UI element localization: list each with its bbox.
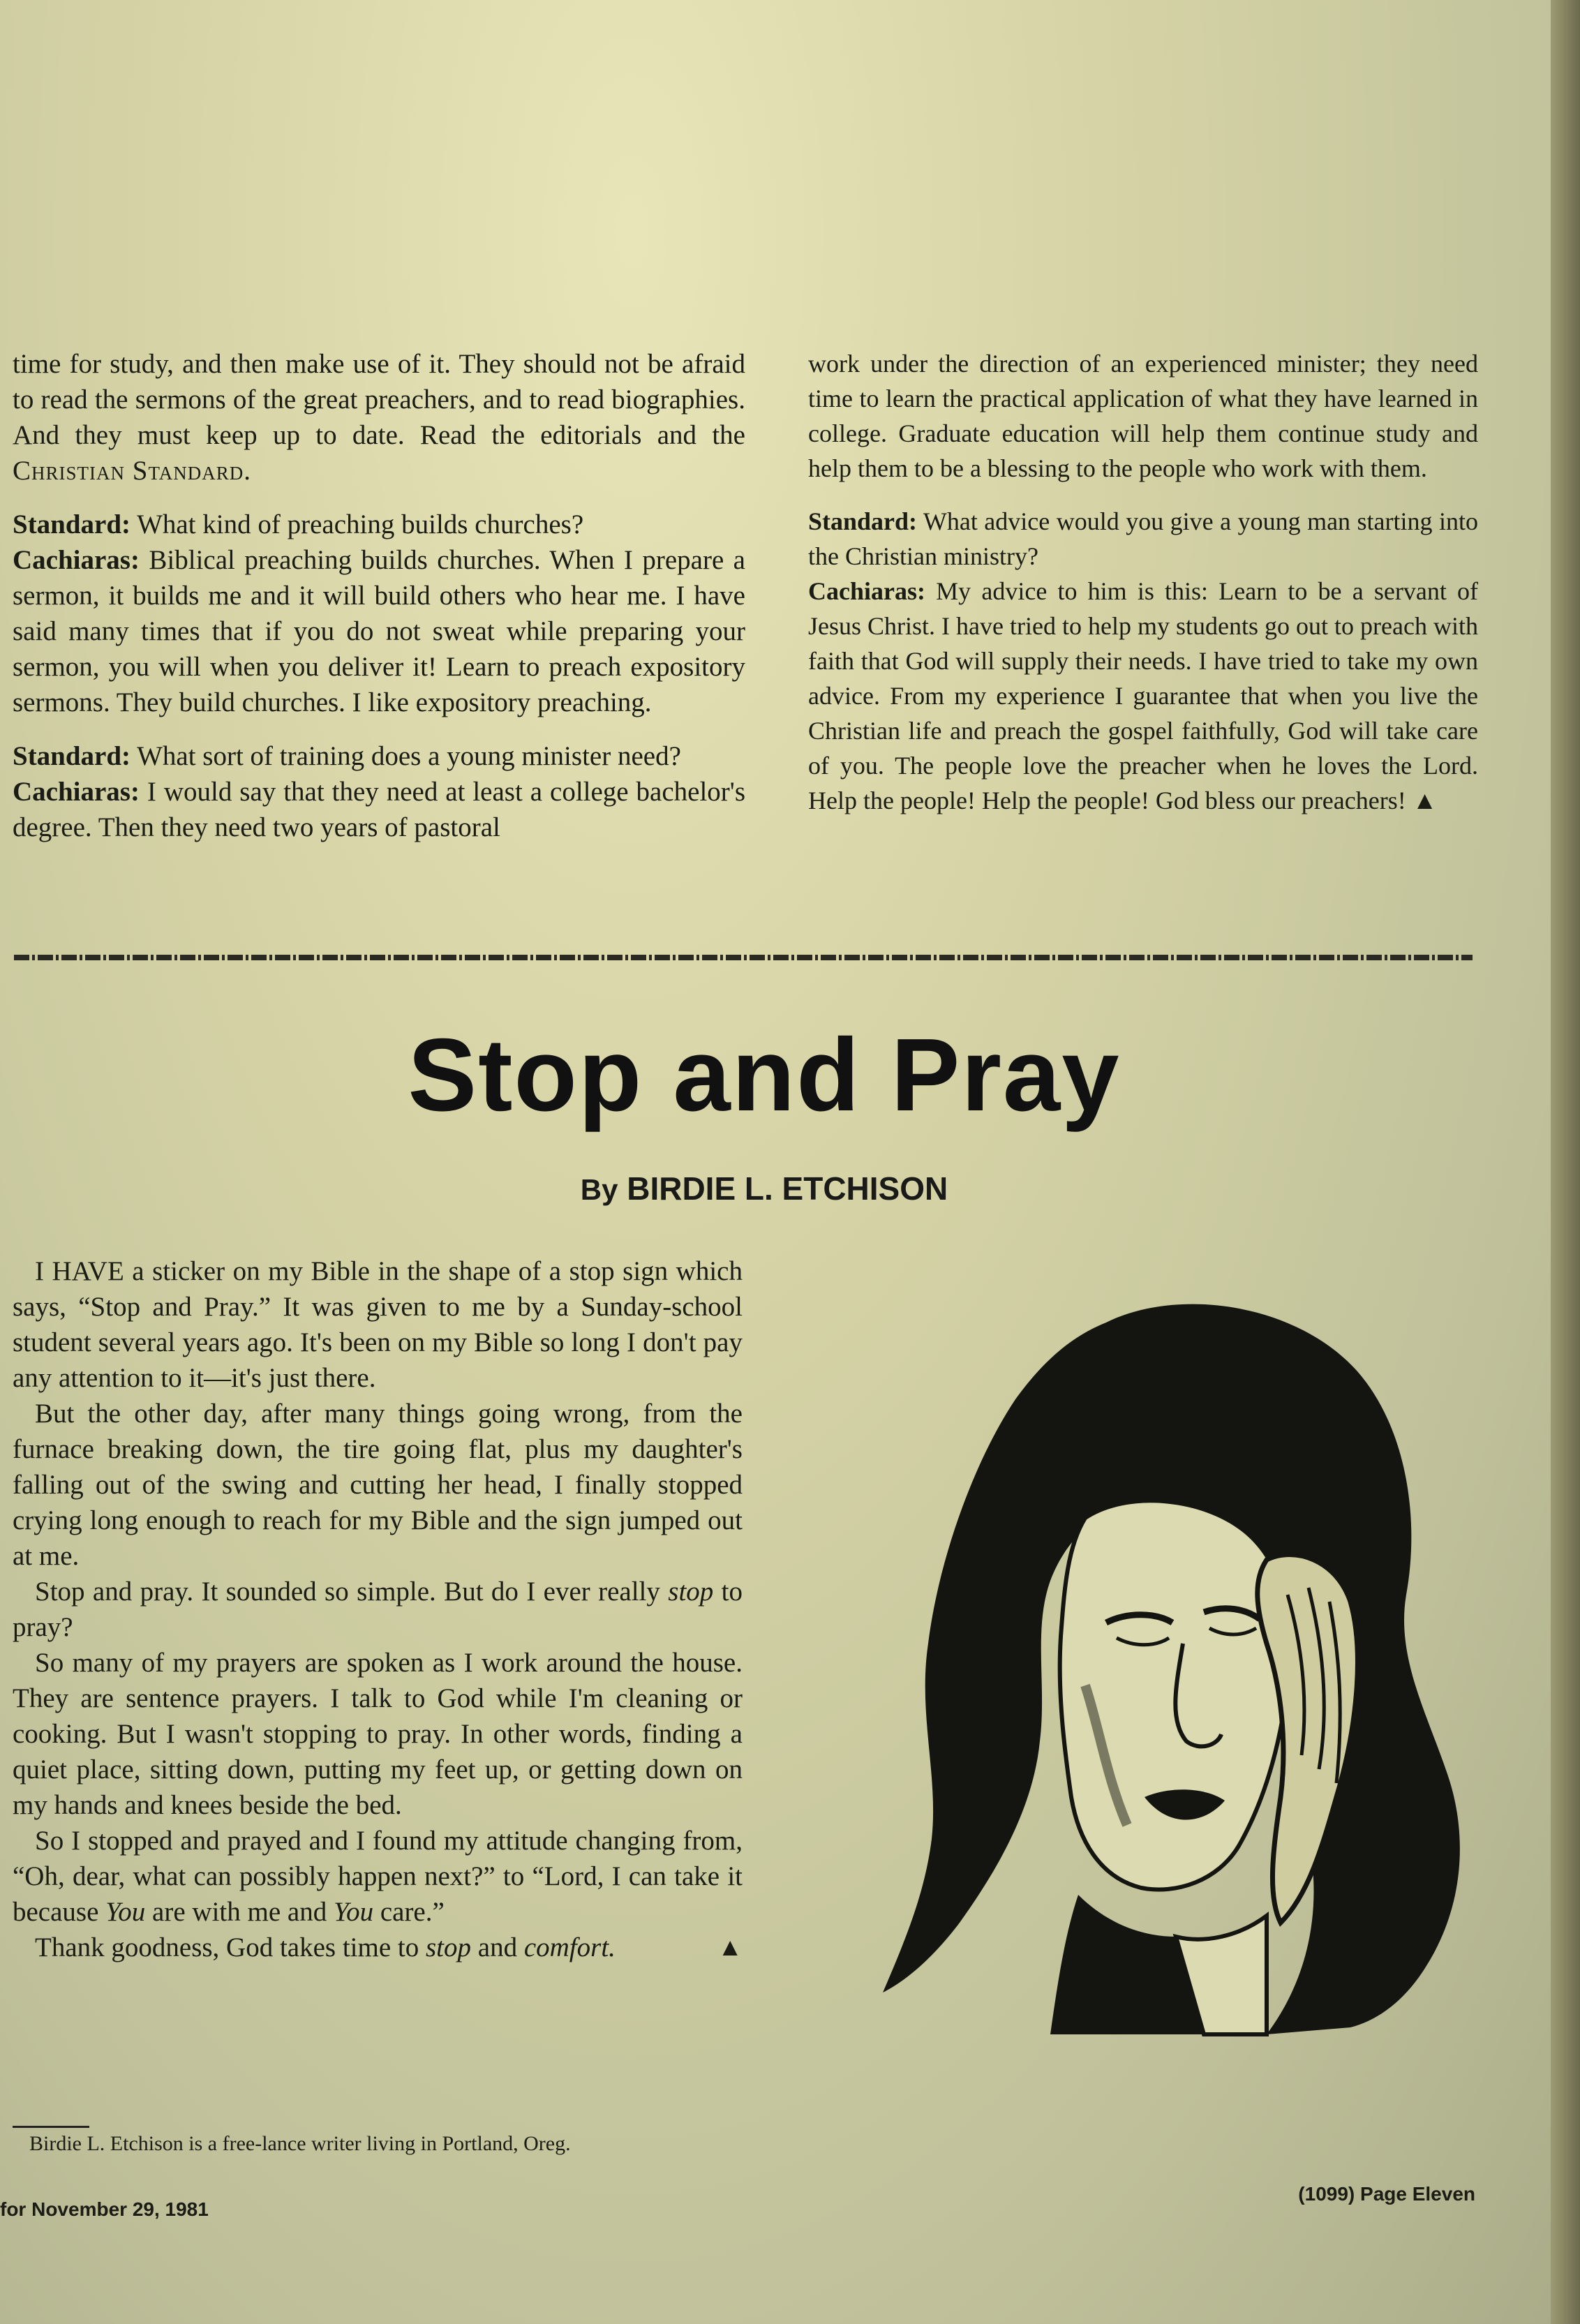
article-text: Stop and pray. It sounded so simple. But do I ever really (35, 1577, 669, 1607)
emphasis: You (105, 1897, 146, 1927)
interview-question (13, 507, 745, 720)
interview-column-left (13, 346, 745, 863)
interview-text: time for study, and then make use of it. They should not be afraid to read the sermons of the great preachers, and to read biographies. And they must keep up to date. Read the editorials and the (13, 349, 745, 450)
speaker-label: Cachiaras: (808, 577, 925, 605)
page-edge-shadow (1551, 0, 1580, 2324)
interview-question (808, 504, 1478, 818)
article-text: care.” (373, 1897, 445, 1927)
end-mark-icon: ▲ (717, 1933, 743, 1961)
end-mark-icon: ▲ (1412, 787, 1438, 814)
byline (0, 1170, 1528, 1207)
article-paragraph: But the other day, after many things going wrong, from the furnace breaking down, the tire going flat, plus my daughter's falling out of the swing and cutting her head, I finally stopped crying long enough to reach for my Bible and the sign jumped out at me. (13, 1399, 743, 1571)
issue-date: for November 29, 1981 (0, 2198, 209, 2220)
praying-woman-illustration (876, 1295, 1486, 2041)
article-text: to pray? (13, 1577, 743, 1642)
article-paragraph: So many of my prayers are spoken as I work around the house. They are sentence prayers. I talk to God while I'm cleaning or cooking. But I wasn't stopping to pray. In other words, finding a quiet place, sitting down, putting my feet up, or getting down on my hands and knees beside the bed. (13, 1648, 743, 1820)
interview-paragraph (13, 346, 745, 489)
face-shape (1060, 1500, 1290, 1889)
emphasis: stop (426, 1932, 472, 1962)
speaker-label: Cachiaras: (13, 777, 140, 807)
publication-name: Christian Standard (13, 456, 244, 486)
article-text: Thank goodness, God takes time to (35, 1932, 426, 1962)
emphasis: stop (668, 1577, 714, 1607)
answer-text: My advice to him is this: Learn to be a servant of Jesus Christ. I have tried to help my students go out to preach with faith that God will supply their needs. I have tried to take my own advice. From my experience I guarantee that when you live the Christian life and preach the gospel faithfully, God will take care of you. The people love the preacher when he loves the Lord. Help the people! Help the people! God bless our preachers! (808, 577, 1478, 814)
article-text: are with me and (145, 1897, 334, 1927)
author-footnote: Birdie L. Etchison is a free-lance writer living in Portland, Oreg. (29, 2132, 571, 2155)
speaker-label: Cachiaras: (13, 545, 140, 575)
emphasis: You (333, 1897, 374, 1927)
emphasis: comfort. (523, 1932, 616, 1962)
question-text: What sort of training does a young minister need? (131, 741, 681, 771)
section-divider (14, 955, 1473, 960)
article-paragraph (13, 1574, 743, 1645)
page-number: (1099) Page Eleven (1298, 2183, 1475, 2205)
article-paragraph: I HAVE a sticker on my Bible in the shape of a stop sign which says, “Stop and Pray.” It was given to me by a Sunday-school student several years ago. It's been on my Bible so long I don't pay any attention to it—it's just there. (13, 1256, 743, 1393)
footnote-rule (13, 2126, 89, 2128)
speaker-label: Standard: (13, 509, 131, 539)
collar-shape (1050, 1895, 1267, 2034)
interview-question (13, 738, 745, 845)
interview-paragraph: work under the direction of an experienced minister; they need time to learn the practical application of what they have learned in college. Graduate education will help them continue study and help them to be a blessing to the people who work with them. (808, 350, 1478, 482)
answer-text: Biblical preaching builds churches. When I prepare a sermon, it builds me and it will build others who hear me. I have said many times that if you do not sweat while preparing your sermon, you will when you deliver it! Learn to preach expository sermons. They build churches. I like expository preaching. (13, 545, 745, 717)
interview-column-right (808, 346, 1478, 836)
article-paragraph (13, 1823, 743, 1930)
punctuation: . (244, 456, 251, 486)
article-title: Stop and Pray (408, 1018, 1121, 1133)
speaker-label: Standard: (808, 507, 918, 535)
article-body (13, 1253, 743, 1965)
question-text: What advice would you give a young man starting into the Christian ministry? (808, 507, 1478, 570)
author-name: BIRDIE L. ETCHISON (627, 1170, 948, 1207)
question-text: What kind of preaching builds churches? (131, 509, 584, 539)
speaker-label: Standard: (13, 741, 131, 771)
answer-text: I would say that they need at least a college bachelor's degree. Then they need two years of pastoral (13, 777, 745, 842)
article-paragraph (13, 1930, 743, 1965)
article-text: So I stopped and prayed and I found my attitude changing from, “Oh, dear, what can possibly happen next?” to “Lord, I can take it because (13, 1826, 743, 1927)
article-text: and (471, 1932, 524, 1962)
byline-prefix: By (580, 1173, 618, 1206)
